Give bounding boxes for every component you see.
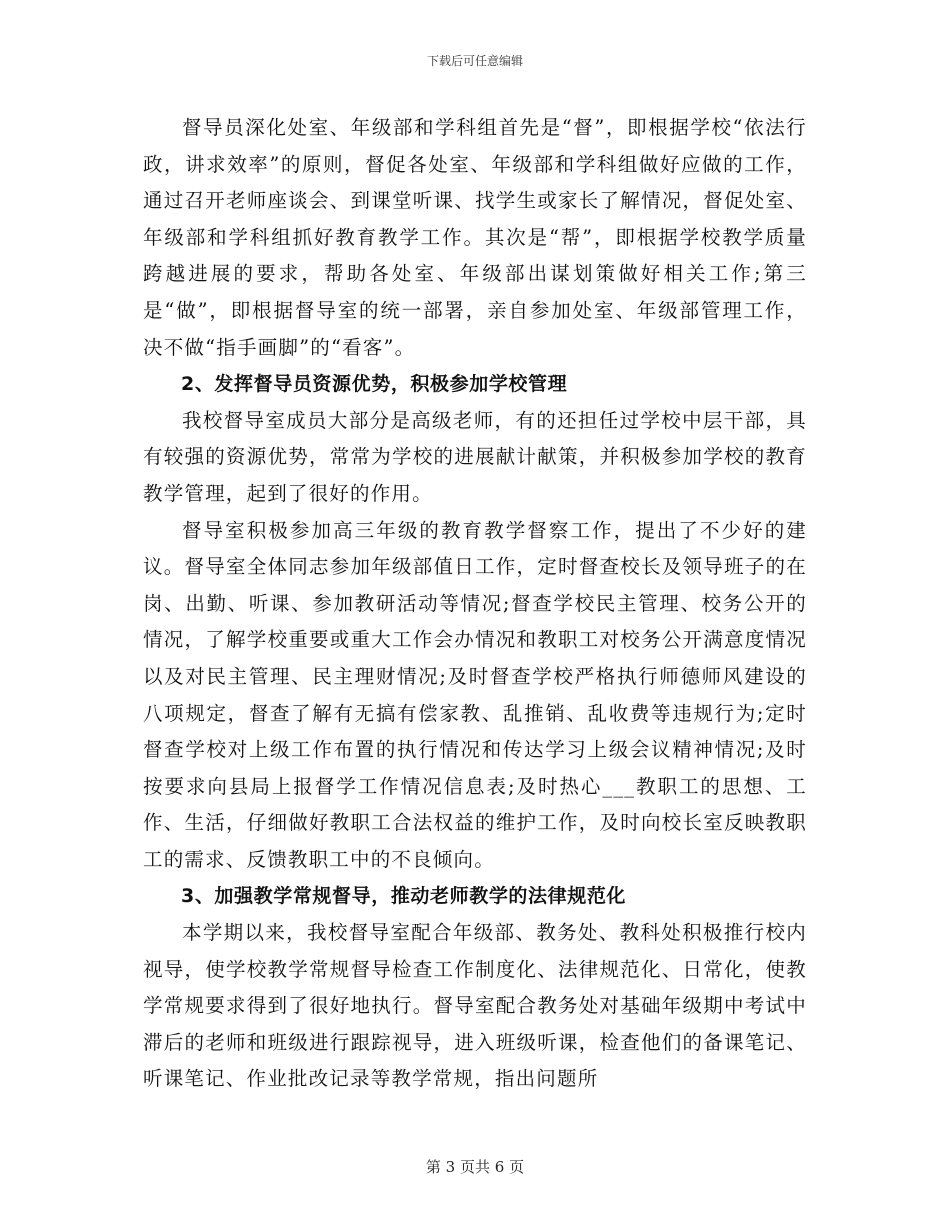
page-footer: 第 3 页共 6 页 (425, 1158, 525, 1176)
page-header: 下载后可任意编辑 (426, 54, 523, 68)
paragraph-2: 我校督导室成员大部分是高级老师，有的还担任过学校中层干部，具有较强的资源优势，常常为学校的进展献计献策，并积极参加学校的教育教学管理，起到了很好的作用。 (143, 408, 807, 505)
paragraph-3: 督导室积极参加高三年级的教育教学督察工作，提出了不少好的建议。督导室全体同志参加年级部值日工作，定时督查校长及领导班子的在岗、出勤、听课、参加教研活动等情况;督查学校民主管理、校务公开的情况，了解学校重要或重大工作会办情况和教职工对校务公开满意度情况以及对民主管理、民主理财情况;及时督查学校严格执行师德师风建设的八项规定，督查了解有无搞有偿家教、乱推销、乱收费等违规行为;定时督查学校对上级工作布置的执行情况和传达学习上级会议精神情况;及时按要求向县局上报督学工作情况信息表;及时热心___教职工的思想、工作、生活，仔细做好教职工合法权益的维护工作，及时向校长室反映教职工的需求、反馈教职工中的不良倾向。 (143, 518, 807, 871)
paragraph-4: 本学期以来，我校督导室配合年级部、教务处、教科处积极推行校内视导，使学校教学常规督导检查工作制度化、法律规范化、日常化，使教学常规要求得到了很好地执行。督导室配合教务处对基础年级期中考试中滞后的老师和班级进行跟踪视导，进入班级听课，检查他们的备课笔记、听课笔记、作业批改记录等教学常规，指出问题所 (143, 921, 807, 1091)
document-body (143, 110, 807, 1098)
section-heading-3: 3、加强教学常规督导，推动老师教学的法律规范化 (181, 885, 627, 908)
paragraph-1: 督导员深化处室、年级部和学科组首先是“督”，即根据学校“依法行政，讲求效率”的原则，督促各处室、年级部和学科组做好应做的工作，通过召开老师座谈会、到课堂听课、找学生或家长了解情况，督促处室、年级部和学科组抓好教育教学工作。其次是“帮”，即根据学校教学质量跨越进展的要求，帮助各处室、年级部出谋划策做好相关工作;第三是“做”，即根据督导室的统一部署，亲自参加处室、年级部管理工作，决不做“指手画脚”的“看客”。 (143, 116, 807, 359)
section-heading-2: 2、发挥督导员资源优势，积极参加学校管理 (181, 373, 568, 396)
